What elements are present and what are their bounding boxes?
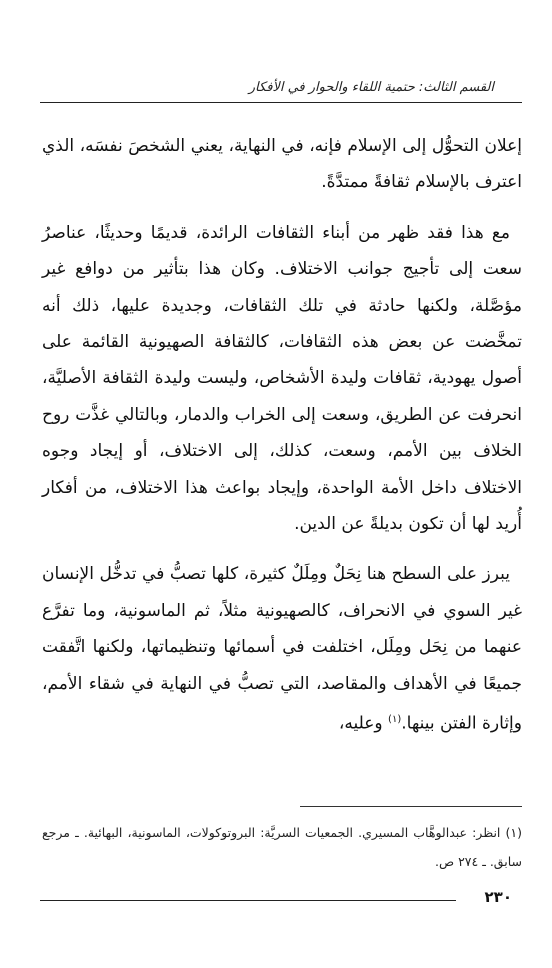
paragraph-1: إعلان التحوُّل إلى الإسلام فإنه، في النهاية، يعني الشخصَ نفسَه، الذي اعترف بالإسلام ثقافةً ممتدَّةً. xyxy=(42,136,522,193)
footer-divider xyxy=(40,900,456,901)
footnote-reference: (١) xyxy=(388,714,402,726)
running-header: القسم الثالث: حتمية اللقاء والحوار في الأفكار xyxy=(248,80,494,95)
paragraph-3-tail: وعليه، xyxy=(338,713,389,734)
page-number: ٢٣٠ xyxy=(484,888,512,906)
footnote: (١) انظر: عبدالوهَّاب المسيري. الجمعيات السريَّة: البروتوكولات، الماسونية، البهائية. ـ مرجع سابق. ـ ٢٧٤ ص. xyxy=(42,825,522,869)
body-text xyxy=(42,128,522,742)
header-divider xyxy=(40,102,522,103)
paragraph-3-text: يبرز على السطح هنا نِحَلٌ ومِلَلٌ كثيرة، كلها تصبُّ في تدخُّل الإنسان غير السوي في الانحراف، كالصهيونية مثلاً، ثم الماسونية، وما تفرَّع عنهما من نِحَل ومِلَل، اختلفت في أسمائها وتنظيماتها، ولكنها اتَّفقت جميعًا في الأهداف والمقاصد، التي تصبُّ في النهاية في شقاء الأمم، وإثارة الفتن بينها. xyxy=(42,564,522,734)
footnote-divider xyxy=(300,806,522,807)
paragraph-2: مع هذا فقد ظهر من أبناء الثقافات الرائدة، قديمًا وحديثًا، عناصرُ سعت إلى تأجيج جوانب الاختلاف. وكان هذا بتأثير من دوافع غير مؤصَّلة، ولكنها حادثة في تلك الثقافات، وجديدة عليها، ذلك أنه تمخَّضت عن بعض هذه الثقافات، كالثقافة الصهيونية القائمة على أصول يهودية، ثقافات وليدة الأشخاص، وليست وليدة الثقافة الأصليَّة، انحرفت عن الطريق، وسعت إلى الخراب والدمار، وبالتالي غذَّت روح الخلاف بين الأمم، وسعت، كذلك، إلى الاختلاف، أو إيجاد وجوه الاختلاف داخل الأمة الواحدة، وإيجاد بواعث هذا الاختلاف، من أفكار أُريد لها أن تكون بديلةً عن الدين. xyxy=(42,222,522,535)
paragraph-3 xyxy=(42,556,522,742)
